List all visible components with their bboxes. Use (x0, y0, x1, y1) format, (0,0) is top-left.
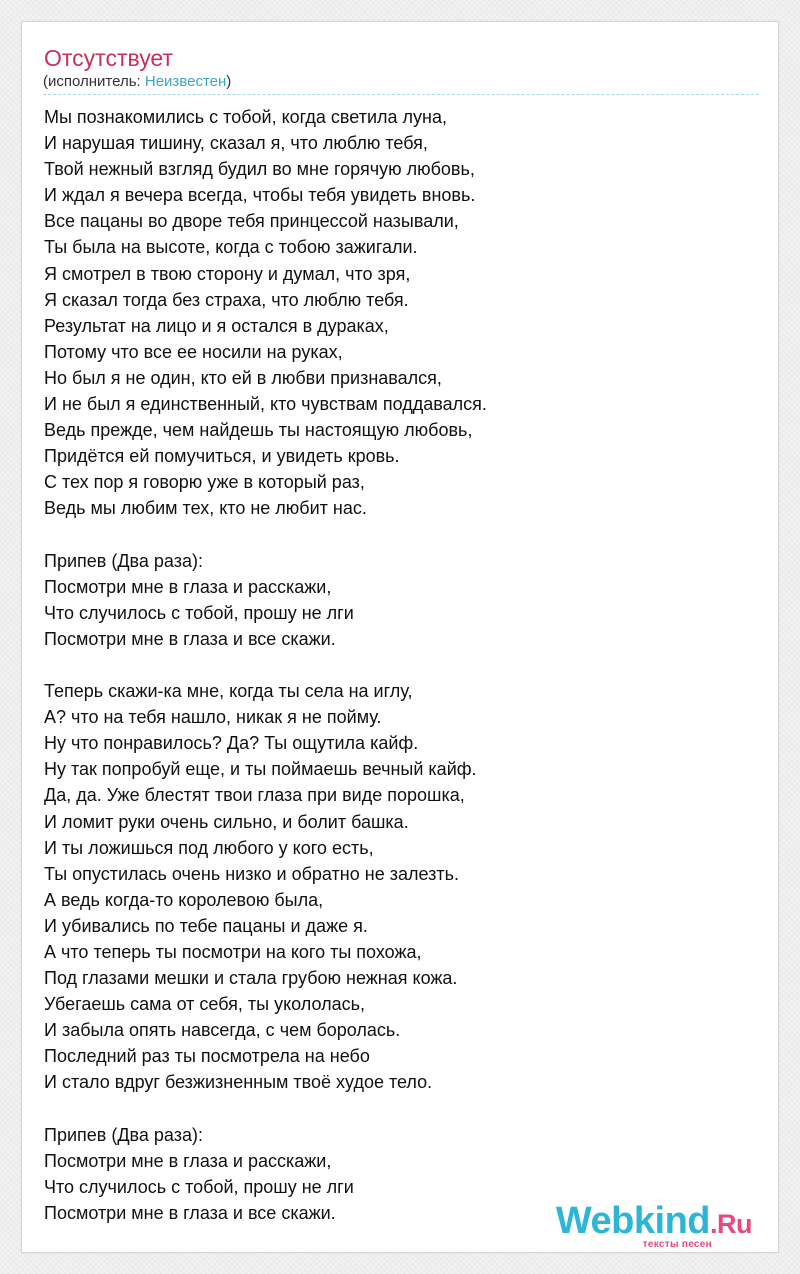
lyric-line: Ты была на высоте, когда с тобою зажигали. (44, 237, 418, 258)
lyric-line: Под глазами мешки и стала грубою нежная кожа. (44, 968, 458, 989)
title-divider (43, 94, 759, 95)
lyric-line: Ведь мы любим тех, кто не любит нас. (44, 498, 367, 519)
artist-line (43, 72, 231, 92)
stanza-break (44, 1096, 744, 1122)
lyric-line: Но был я не один, кто ей в любви признавался, (44, 367, 442, 388)
lyric-line: Мы познакомились с тобой, когда светила луна, (44, 107, 447, 127)
lyric-line: Результат на лицо и я остался в дураках, (44, 315, 389, 336)
lyric-line: Придётся ей помучиться, и увидеть кровь. (44, 446, 400, 467)
lyric-line: Все пацаны во дворе тебя принцессой называли, (44, 211, 459, 232)
stanza-break (44, 522, 744, 548)
site-logo[interactable] (556, 1202, 752, 1250)
lyric-line: Припев (Два раза): (44, 550, 203, 571)
lyric-line: Посмотри мне в глаза и все скажи. (44, 628, 336, 649)
lyric-line: Я смотрел в твою сторону и думал, что зря, (44, 263, 411, 284)
lyric-line: Посмотри мне в глаза и расскажи, (44, 576, 332, 597)
lyric-line: И забыла опять навсегда, с чем боролась. (44, 1020, 401, 1041)
lyric-line: Ты опустилась очень низко и обратно не залезть. (44, 863, 459, 884)
song-title: Отсутствует (44, 45, 173, 71)
lyrics-card (21, 21, 779, 1253)
logo-wordmark (556, 1202, 752, 1243)
lyric-line: Ну так попробуй еще, и ты поймаешь вечный кайф. (44, 759, 477, 780)
logo-tagline: тексты песен (642, 1239, 712, 1250)
lyric-line: И стало вдруг безжизненным твоё худое тело. (44, 1072, 433, 1093)
lyric-line: И ломит руки очень сильно, и болит башка. (44, 811, 409, 832)
lyric-line: И ждал я вечера всегда, чтобы тебя увидеть вновь. (44, 185, 476, 206)
artist-suffix: ) (226, 73, 232, 90)
lyric-line: И не был я единственный, кто чувствам поддавался. (44, 394, 487, 415)
lyric-line: Твой нежный взгляд будил во мне горячую любовь, (44, 159, 475, 180)
lyric-line: Ну что понравилось? Да? Ты ощутила кайф. (44, 733, 419, 754)
lyric-line: Посмотри мне в глаза и все скажи. (44, 1202, 336, 1223)
lyric-line: Посмотри мне в глаза и расскажи, (44, 1150, 332, 1171)
lyric-line: А ведь когда-то королевою была, (44, 889, 324, 910)
artist-prefix: (исполнитель: (43, 73, 145, 90)
lyric-line: Потому что все ее носили на руках, (44, 341, 343, 362)
lyric-line: И ты ложишься под любого у кого есть, (44, 837, 374, 858)
lyric-line: А? что на тебя нашло, никак я не пойму. (44, 707, 382, 728)
lyric-line: Ведь прежде, чем найдешь ты настоящую любовь, (44, 420, 473, 441)
artist-link[interactable]: Неизвестен (144, 73, 227, 90)
lyric-line: И убивались по тебе пацаны и даже я. (44, 915, 368, 936)
lyric-line: Убегаешь сама от себя, ты укололась, (44, 994, 365, 1015)
lyric-line: Последний раз ты посмотрела на небо (44, 1046, 370, 1067)
lyric-line: Да, да. Уже блестят твои глаза при виде порошка, (44, 785, 465, 806)
stanza-break (44, 652, 744, 678)
lyric-line: Что случилось с тобой, прошу не лги (44, 602, 354, 623)
lyric-line: С тех пор я говорю уже в который раз, (44, 472, 365, 493)
logo-main-text: Webkind (555, 1200, 710, 1242)
lyric-line: И нарушая тишину, сказал я, что люблю тебя, (44, 133, 428, 154)
lyric-line: Припев (Два раза): (44, 1124, 203, 1145)
lyric-line: Что случилось с тобой, прошу не лги (44, 1176, 354, 1197)
logo-domain-text: .Ru (710, 1209, 752, 1239)
lyric-line: Теперь скажи-ка мне, когда ты села на иглу, (44, 681, 413, 702)
lyrics-text (44, 104, 744, 1226)
lyric-line: Я сказал тогда без страха, что люблю тебя. (44, 289, 409, 310)
lyric-line: А что теперь ты посмотри на кого ты похожа, (44, 942, 422, 962)
